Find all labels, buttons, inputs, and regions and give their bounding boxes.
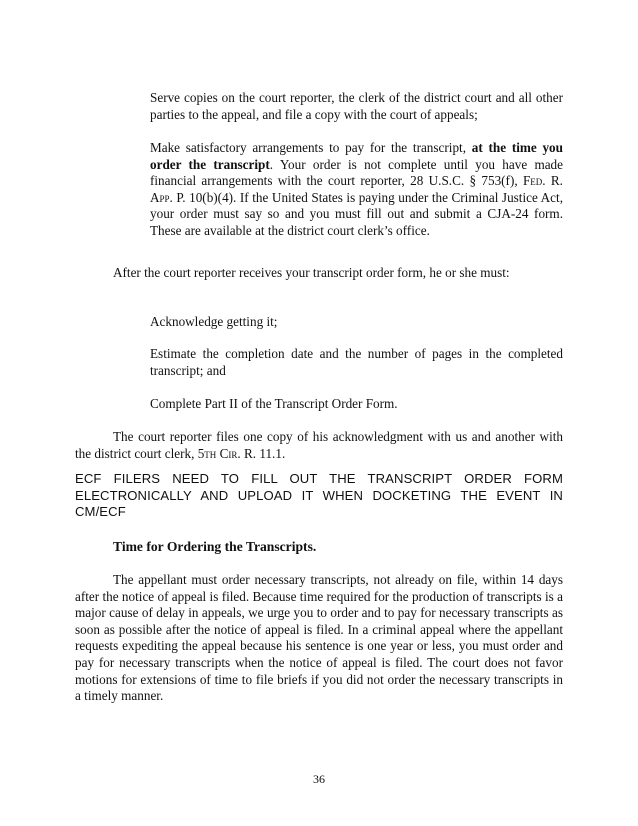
payment-citation: Fed. R. App. P. [150, 173, 563, 205]
section-heading [75, 539, 563, 556]
page-number: 36 [313, 772, 325, 786]
acknowledgment-text-after: R. 11.1. [240, 445, 286, 461]
acknowledgment-text-before: The court reporter files one copy of his acknowledgment with us and another with the district court clerk, [75, 429, 563, 461]
acknowledgment-citation: 5th Cir. [197, 445, 241, 461]
payment-arrangements-item [150, 140, 563, 240]
payment-text-part1: Make satisfactory arrangements to pay for the transcript, [150, 140, 472, 155]
section-heading-text: Time for Ordering the Transcripts. [113, 539, 317, 554]
ordering-time-paragraph [75, 572, 563, 705]
acknowledge-text: Acknowledge getting it; [150, 314, 278, 329]
after-receipt-paragraph [75, 265, 563, 282]
reporter-step-complete [150, 396, 563, 413]
payment-text-part2: . Your order is not complete until you have made financial arrangements with the court reporter, 28 U.S.C. § 753(f), [150, 156, 564, 189]
reporter-step-estimate [150, 346, 563, 379]
payment-text-part3: 10(b)(4). If the United States is paying under the Criminal Justice Act, your order must say so and you must fill out and submit a CJA-24 form. These are available at the district court clerk’s office. [150, 189, 563, 238]
ecf-notice-text: ECF FILERS NEED TO FILL OUT THE TRANSCRIPT ORDER FORM ELECTRONICALLY AND UPLOAD IT WHEN DOCKETING THE EVENT IN CM/ECF [75, 471, 563, 520]
complete-text: Complete Part II of the Transcript Order Form. [150, 396, 398, 411]
payment-emphasis: at the time you order the transcript [150, 140, 563, 172]
serve-copies-item [150, 90, 563, 123]
ecf-notice [75, 471, 563, 521]
reporter-step-acknowledge [150, 314, 563, 331]
estimate-text: Estimate the completion date and the number of pages in the completed transcript; and [150, 346, 563, 378]
ordering-time-text: The appellant must order necessary transcripts, not already on file, within 14 days after the notice of appeal is filed. Because time required for the production of transcripts is a major cause of delay in appeals, we urge you to order and to pay for necessary transcripts as soon as possible after the notice of appeal is filed. In a criminal appeal where the appellant requests expediting the appeal because his sentence is one year or less, you must order and pay for necessary transcripts when the notice of appeal is filed. The court does not favor motions for extensions of time to file briefs if you did not order the necessary transcripts in a timely manner. [75, 572, 563, 704]
acknowledgment-paragraph [75, 429, 563, 462]
serve-copies-text: Serve copies on the court reporter, the clerk of the district court and all other parties to the appeal, and file a copy with the court of appeals; [150, 90, 563, 122]
after-receipt-text: After the court reporter receives your transcript order form, he or she must: [113, 265, 510, 280]
